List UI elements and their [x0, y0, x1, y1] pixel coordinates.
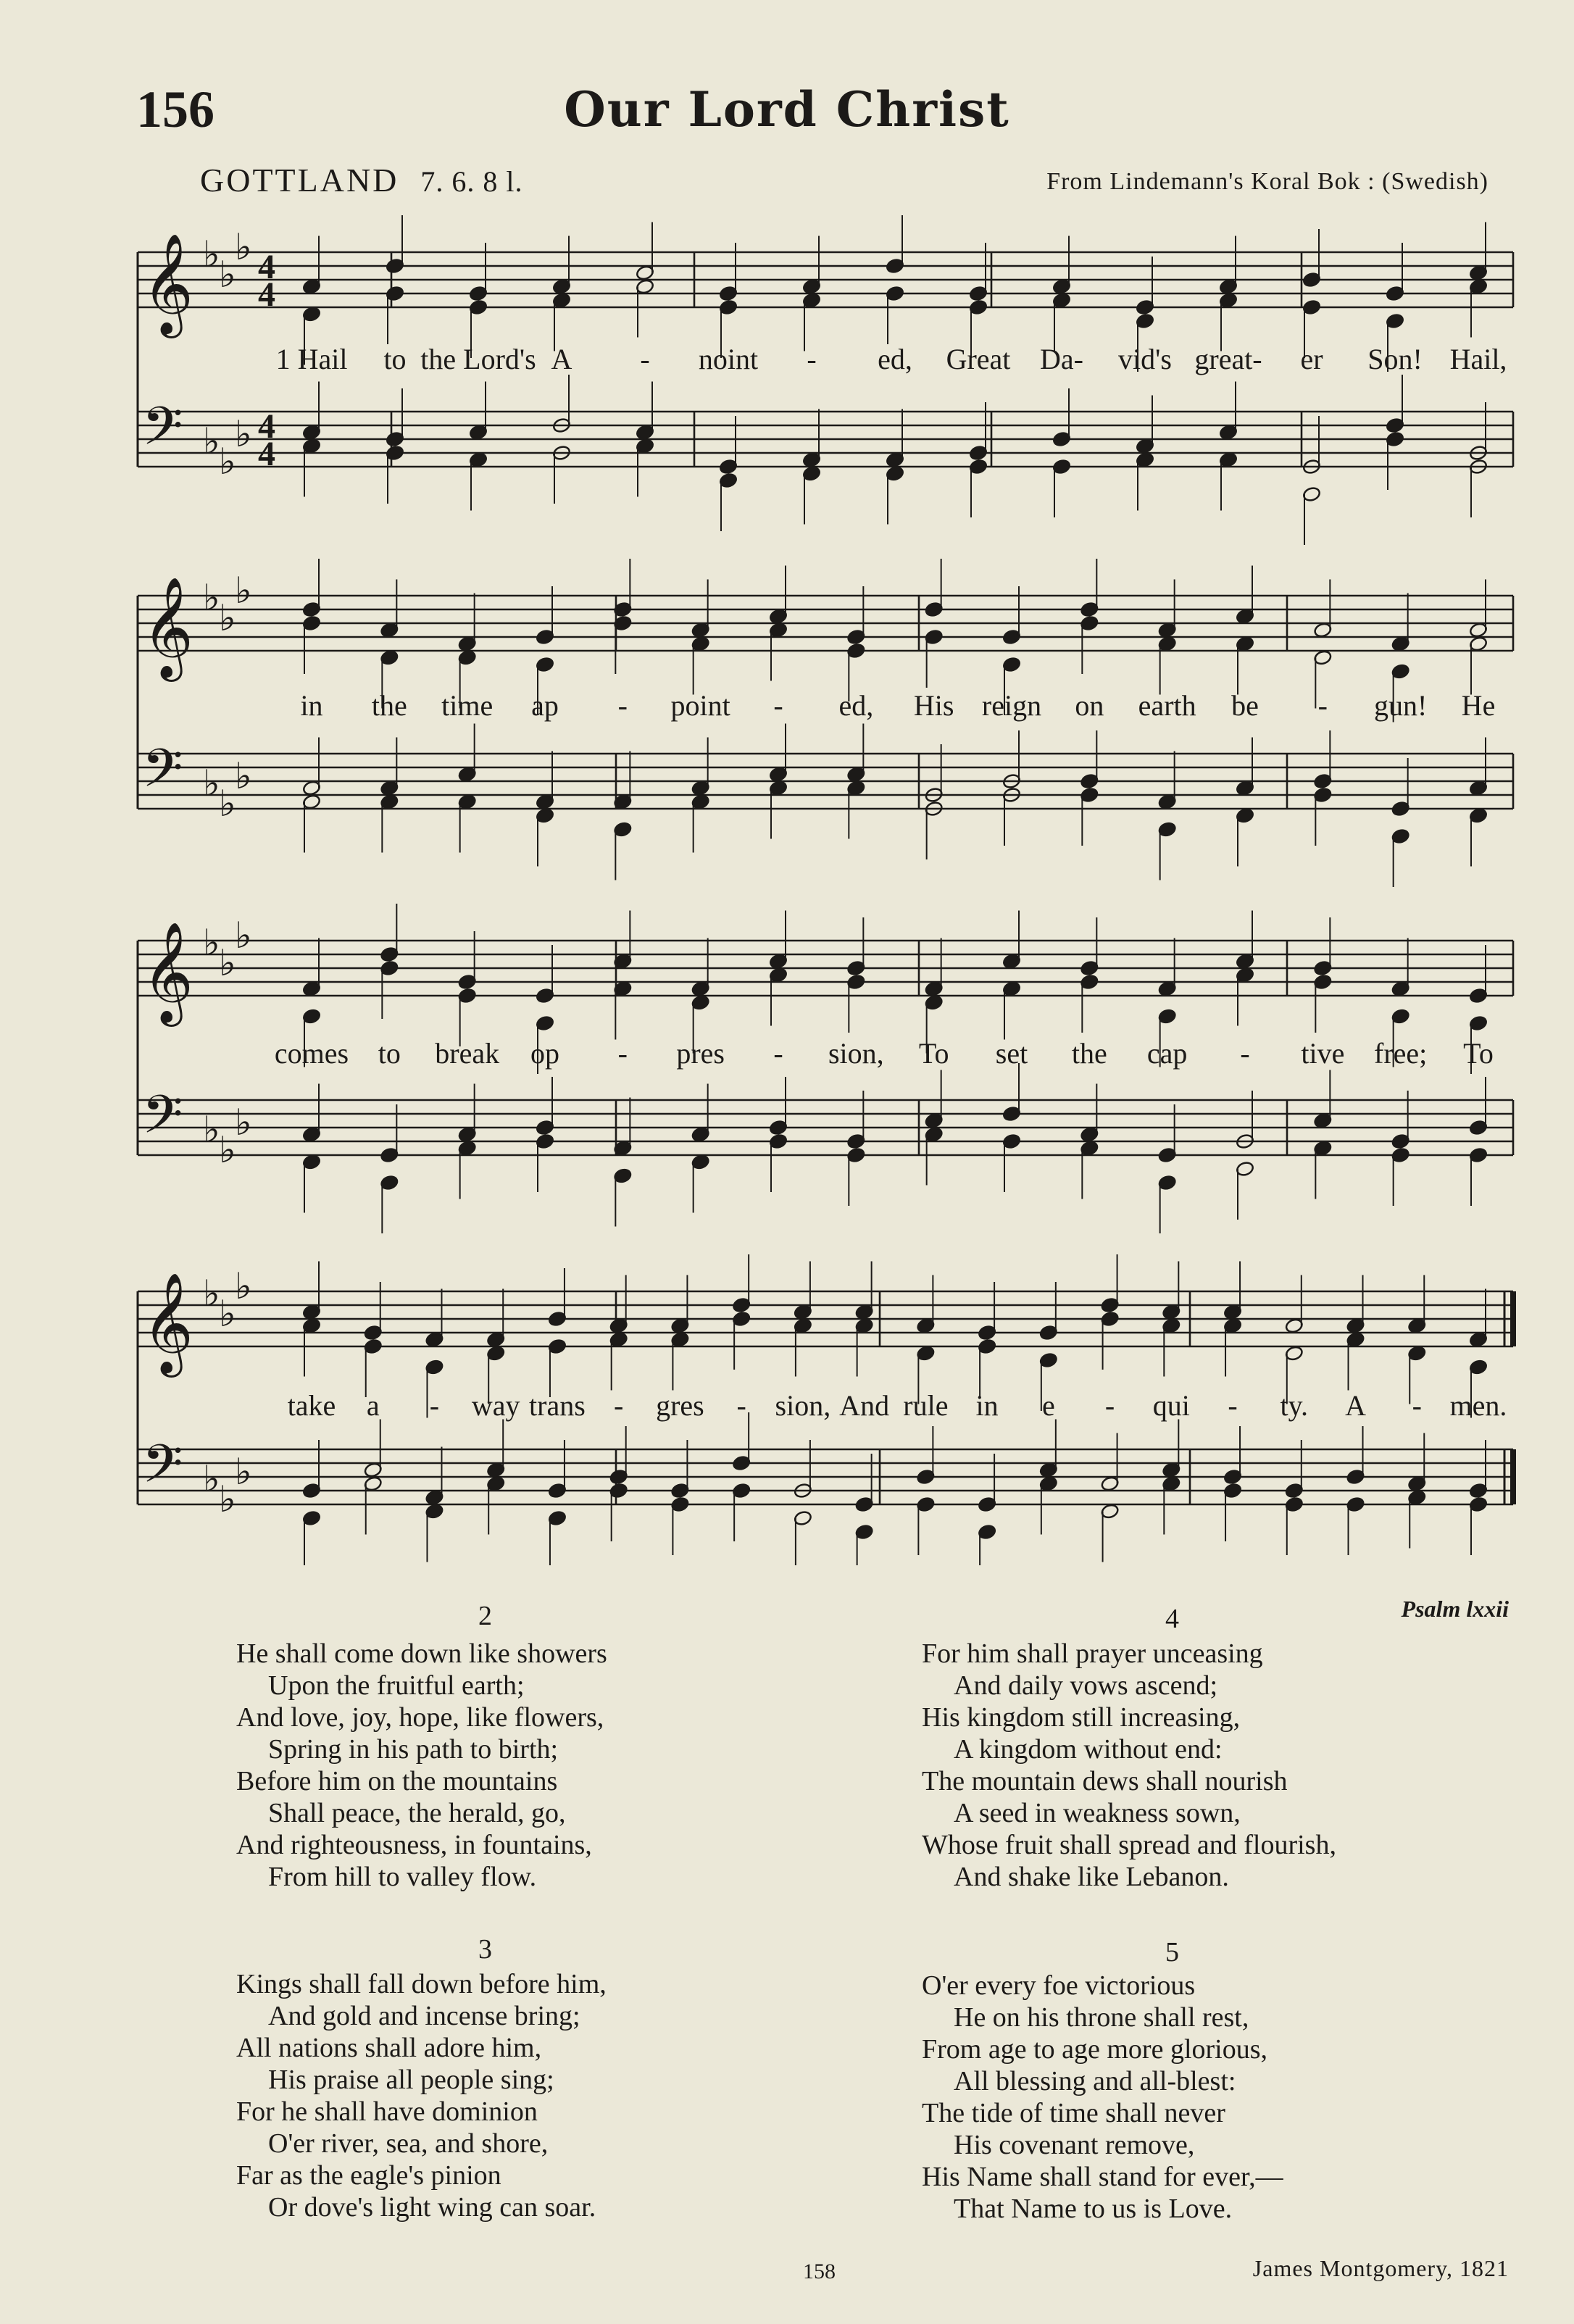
- verse-line: And shake like Lebanon.: [954, 1862, 1229, 1892]
- lyric-syllable: on: [1075, 689, 1104, 722]
- verse-line: A kingdom without end:: [954, 1734, 1223, 1765]
- lyric-syllable: a: [366, 1389, 380, 1422]
- verse-line: Spring in his path to birth;: [268, 1734, 559, 1765]
- treble-clef: 𝄞: [142, 1273, 193, 1373]
- bass-clef: 𝄢: [142, 395, 183, 470]
- verse-line: O'er every foe victorious: [922, 1970, 1196, 2001]
- lyric-syllable: -: [773, 1037, 783, 1070]
- verse-line: His covenant remove,: [954, 2130, 1195, 2160]
- time-sig-top: 4: [258, 407, 275, 446]
- hymn-number: 156: [136, 80, 215, 138]
- lyric-syllable: 1 Hail: [275, 343, 348, 375]
- verse-line: Far as the eagle's pinion: [236, 2160, 501, 2191]
- verse-line: And righteousness, in fountains,: [236, 1830, 592, 1860]
- lyric-syllable: ed,: [878, 343, 912, 375]
- time-sig-bottom: 4: [258, 435, 275, 473]
- verse-line: From hill to valley flow.: [268, 1862, 537, 1892]
- verse-line: Or dove's light wing can soar.: [268, 2192, 596, 2223]
- lyric-syllable: the: [371, 689, 407, 722]
- lyric-syllable: Da-: [1040, 343, 1083, 375]
- lyric-syllable: Son!: [1367, 343, 1423, 375]
- lyric-syllable: pres: [676, 1037, 725, 1070]
- lyric-line: [0, 1388, 1574, 1432]
- verse-line: His praise all people sing;: [268, 2065, 554, 2095]
- verse-number: 5: [1165, 1937, 1179, 1967]
- flat-sign: ♭: [203, 420, 220, 462]
- lyric-syllable: -: [773, 689, 783, 722]
- verse-2: [236, 1638, 607, 1893]
- lyric-syllable: noint: [698, 343, 759, 375]
- flat-sign: ♭: [203, 922, 220, 964]
- lyric-syllable: qui: [1152, 1389, 1190, 1422]
- verse-line: A seed in weakness sown,: [954, 1798, 1241, 1828]
- verse-line: His kingdom still increasing,: [922, 1702, 1241, 1733]
- verse-line: For him shall prayer unceasing: [922, 1638, 1263, 1669]
- flat-sign: ♭: [219, 942, 236, 984]
- verse-line: Whose fruit shall spread and flourish,: [922, 1830, 1336, 1860]
- lyric-syllable: be: [1231, 689, 1259, 722]
- lyric-syllable: in: [975, 1389, 999, 1422]
- verse-line: And gold and incense bring;: [268, 2001, 580, 2031]
- verse-line: And daily vows ascend;: [954, 1670, 1218, 1701]
- time-sig-bottom: 4: [258, 275, 275, 314]
- author-credit: James Montgomery, 1821: [1252, 2255, 1509, 2281]
- lyric-syllable: comes: [274, 1037, 349, 1070]
- lyric-syllable: great-: [1194, 343, 1262, 375]
- lyric-syllable: To: [918, 1037, 949, 1070]
- flat-sign: ♭: [235, 1451, 252, 1493]
- verse-4: [922, 1638, 1336, 1893]
- tune-source: From Lindemann's Koral Bok : (Swedish): [1046, 168, 1488, 195]
- verse-line: His Name shall stand for ever,—: [922, 2162, 1283, 2192]
- tune-meter: 7. 6. 8 l.: [420, 165, 523, 198]
- bass-clef: 𝄢: [142, 1083, 183, 1158]
- verse-line: The mountain dews shall nourish: [922, 1766, 1288, 1796]
- lyric-syllable: e: [1041, 1389, 1055, 1422]
- lyric-syllable: -: [1240, 1037, 1250, 1070]
- lyric-syllable: the Lord's: [420, 343, 536, 375]
- lyric-syllable: reign: [981, 689, 1042, 722]
- flat-sign: ♭: [203, 233, 220, 275]
- lyric-syllable: A: [1345, 1389, 1366, 1422]
- lyric-syllable: sion,: [828, 1037, 884, 1070]
- psalm-reference: Psalm lxxii: [1401, 1596, 1509, 1622]
- treble-clef: 𝄞: [142, 577, 193, 678]
- flat-sign: ♭: [219, 441, 236, 483]
- lyric-syllable: free;: [1374, 1037, 1428, 1070]
- lyric-syllable: -: [1228, 1389, 1238, 1422]
- lyric-syllable: way: [471, 1389, 520, 1422]
- lyric-line: [0, 1036, 1574, 1080]
- lyric-syllable: sion,: [775, 1389, 831, 1422]
- treble-clef: 𝄞: [142, 233, 193, 334]
- lyric-syllable: earth: [1138, 689, 1196, 722]
- lyric-syllable: point: [670, 689, 730, 722]
- verse-line: O'er river, sea, and shore,: [268, 2128, 549, 2159]
- lyric-syllable: time: [441, 689, 494, 722]
- lyric-syllable: cap: [1146, 1037, 1188, 1070]
- verse-line: Shall peace, the herald, go,: [268, 1798, 566, 1828]
- lyric-syllable: A: [551, 343, 572, 375]
- lyric-syllable: Hail,: [1449, 343, 1507, 375]
- lyric-syllable: to: [378, 1037, 401, 1070]
- lyric-syllable: rule: [903, 1389, 949, 1422]
- verse-line: He on his throne shall rest,: [954, 2002, 1249, 2033]
- flat-sign: ♭: [235, 915, 252, 957]
- lyric-syllable: ap: [531, 689, 559, 722]
- lyric-line: [0, 688, 1574, 732]
- lyric-syllable: er: [1300, 343, 1323, 375]
- verse-3: [236, 1968, 607, 2223]
- flat-sign: ♭: [235, 570, 252, 612]
- verse-number: 2: [478, 1601, 492, 1631]
- lyric-syllable: vid's: [1118, 343, 1172, 375]
- lyric-syllable: -: [614, 1389, 624, 1422]
- verse-line: For he shall have dominion: [236, 2096, 538, 2127]
- verse-number: 4: [1165, 1604, 1179, 1634]
- lyric-syllable: gun!: [1373, 689, 1428, 722]
- verse-line: All nations shall adore him,: [236, 2033, 542, 2063]
- flat-sign: ♭: [235, 755, 252, 797]
- flat-sign: ♭: [235, 1265, 252, 1307]
- lyric-syllable: -: [1317, 689, 1328, 722]
- lyric-syllable: And: [839, 1389, 890, 1422]
- flat-sign: ♭: [203, 1273, 220, 1315]
- lyric-syllable: -: [617, 1037, 628, 1070]
- flat-sign: ♭: [203, 1109, 220, 1151]
- verse-line: All blessing and all-blest:: [954, 2066, 1236, 2096]
- lyric-syllable: to: [383, 343, 407, 375]
- flat-sign: ♭: [203, 577, 220, 619]
- lyric-syllable: take: [287, 1389, 336, 1422]
- time-sig-top: 4: [258, 248, 275, 286]
- flat-sign: ♭: [219, 1293, 236, 1335]
- lyric-syllable: -: [617, 689, 628, 722]
- lyric-syllable: He: [1461, 689, 1496, 722]
- lyric-syllable: men.: [1449, 1389, 1507, 1422]
- lyric-syllable: set: [995, 1037, 1028, 1070]
- verse-line: Kings shall fall down before him,: [236, 1969, 607, 1999]
- verse-line: That Name to us is Love.: [954, 2194, 1233, 2224]
- lyric-syllable: -: [1412, 1389, 1422, 1422]
- lyric-syllable: tive: [1301, 1037, 1345, 1070]
- lyric-syllable: op: [530, 1037, 559, 1070]
- verse-line: Before him on the mountains: [236, 1766, 558, 1796]
- lyric-syllable: ed,: [838, 689, 874, 722]
- lyric-syllable: Great: [946, 343, 1011, 375]
- verse-line: He shall come down like showers: [236, 1638, 607, 1669]
- lyric-syllable: trans: [529, 1389, 586, 1422]
- lyric-syllable: the: [1071, 1037, 1107, 1070]
- flat-sign: ♭: [219, 254, 236, 296]
- bass-clef: 𝄢: [142, 737, 183, 812]
- page-number: 158: [803, 2260, 836, 2283]
- verse-line: From age to age more glorious,: [922, 2034, 1268, 2065]
- flat-sign: ♭: [219, 1478, 236, 1520]
- verse-line: Upon the fruitful earth;: [268, 1670, 525, 1701]
- verse-line: And love, joy, hope, like flowers,: [236, 1702, 604, 1733]
- verse-5: [922, 1970, 1283, 2225]
- flat-sign: ♭: [235, 226, 252, 268]
- verse-number: 3: [478, 1934, 492, 1965]
- lyric-syllable: break: [435, 1037, 500, 1070]
- verse-line: The tide of time shall never: [922, 2098, 1225, 2128]
- lyric-syllable: His: [913, 689, 954, 722]
- flat-sign: ♭: [235, 413, 252, 455]
- bass-clef: 𝄢: [142, 1433, 183, 1507]
- flat-sign: ♭: [235, 1101, 252, 1144]
- lyric-syllable: To: [1463, 1037, 1494, 1070]
- flat-sign: ♭: [219, 1129, 236, 1171]
- lyric-syllable: -: [807, 343, 817, 375]
- lyric-syllable: -: [429, 1389, 440, 1422]
- lyric-syllable: -: [1104, 1389, 1115, 1422]
- flat-sign: ♭: [203, 762, 220, 804]
- flat-sign: ♭: [219, 783, 236, 825]
- lyric-syllable: -: [736, 1389, 746, 1422]
- lyric-line: [0, 342, 1574, 386]
- flat-sign: ♭: [203, 1458, 220, 1500]
- lyric-syllable: -: [640, 343, 650, 375]
- lyric-syllable: gres: [656, 1389, 704, 1422]
- flat-sign: ♭: [219, 597, 236, 639]
- tune-name-label: GOTTLAND: [200, 162, 399, 199]
- hymn-title: Our Lord Christ: [564, 81, 1010, 138]
- lyric-syllable: ty.: [1280, 1389, 1309, 1422]
- lyric-syllable: in: [300, 689, 323, 722]
- treble-clef: 𝄞: [142, 922, 193, 1023]
